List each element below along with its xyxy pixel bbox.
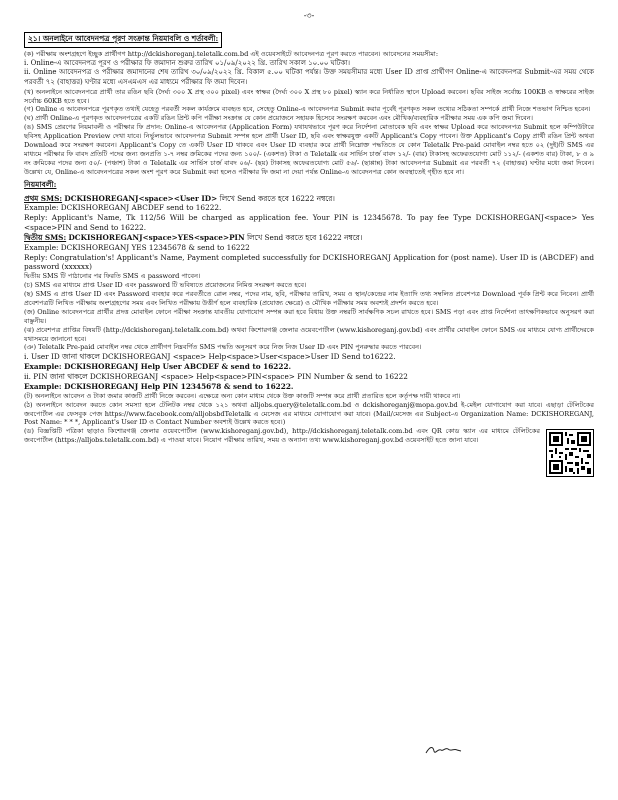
sms2-label: দ্বিতীয় SMS: — [24, 232, 67, 242]
recover-user-id: i. User ID জানা থাকলে DCKISHOREGANJ <space> Help<space>User<space>User ID Send to16222. — [24, 352, 396, 362]
recover-user-id-example: Example: DCKISHOREGANJ Help User ABCDEF & send to 16222. — [24, 362, 292, 372]
last-paragraph-row — [24, 427, 594, 477]
para-chha: (ছ) SMS এ প্রাপ্ত User ID এবং Password ব্যবহার করে পরবর্তীতে রোল নম্বর, পদের নাম, ছবি, পরীক্ষার তারিখ, সময় ও স্থান/কেন্দ্রের নাম ইত্যাদি তথ্য সম্বলিত প্রবেশপত্র Download পূর্বক প্রিন্ট করে নিবেন। প্রার্থী প্রবেশপত্রটি লিখিত পরীক্ষায় অংশগ্রহণের সময় এবং লিখিত পরীক্ষায় উত্তীর্ণ হলে ব্যবহারিক (প্রযোজ্য ক্ষেত্রে) ও মৌখিক পরীক্ষার সময় অবশ্যই প্রদর্শন করতে হবে। — [24, 290, 594, 307]
sms2-line — [24, 233, 594, 243]
sms2-reply: Reply: Congratulation's! Applicant's Name, Payment completed successfully for DCKISHOREGANJ Application for (post name). User ID is (ABCDEF) and password (xxxxxx) — [24, 252, 594, 272]
recover-pin: ii. PIN জানা থাকলে DCKISHOREGANJ <space> Help<space>PIN<space> PIN Number & send to 16222 — [24, 372, 408, 382]
page-number: -৩- — [303, 11, 315, 20]
rules-heading: নিয়মাবলী: — [24, 179, 57, 189]
qr-code-icon — [547, 430, 593, 476]
para-cha: (চ) SMS এর মাধ্যমে প্রাপ্ত User ID এবং password টি ভবিষ্যতে প্রয়োজনের নিমিত্ত সংরক্ষণ করতে হবে। — [24, 281, 307, 290]
sms1-instruction: লিখে Send করতে হবে 16222 নম্বরে। — [219, 193, 335, 203]
sms1-reply: Reply: Applicant's Name, Tk 112/56 Will be charged as application fee. Your PIN is 12345678. To pay fee Type DCKISHOREGANJ<space> Yes <space>PIN and Send to 16222. — [24, 213, 594, 233]
sms1-example: Example: DCKISHOREGANJ ABCDEF send to 16222. — [24, 203, 222, 213]
para-end-date: ii. Online আবেদনপত্র ও পরীক্ষার জমাদানের শেষ তারিখ ৩০/০৯/২০২২ খ্রি. বিকাল ৫.০০ ঘটিকা পর্যন্ত। উক্ত সময়সীমার মধ্যে User ID প্রাপ্ত প্রার্থীগণ Online-এ আবেদনপত্র Submit-এর সময় থেকে পরবর্তী ৭২ (বাহাত্তর) ঘণ্টার মধ্যে এসএমএস এর মাধ্যমে পরীক্ষার ফি জমা দিবেন। — [24, 68, 594, 87]
para-nya: (ঞ) Teletalk Pre-paid মোবাইল নম্বর থেকে প্রার্থীগণ নিম্নবর্ণিত SMS পদ্ধতি অনুসরণ করে নিজ নিজ User ID এবং PIN পুনরুদ্ধার করতে পারবেন। — [24, 343, 422, 352]
para-tha: (ঠ) অনলাইনে আবেদন করতে কোন সমস্যা হলে টেলিটক নম্বর থেকে ১২১ অথবা alljobs.query@teletalk.com.bd ও dckishoreganj@mopa.gov.bd ই-মেইল যোগাযোগ করা যাবে। এছাড়া টেলিটকের জবপোর্টাল এর ফেসবুক পেজ https://www.facebook.com/alljobsbdTeletalk এ মেসেজ এর মাধ্যমে যোগাযোগ করা যাবে। (Mail/মেসেজ এর Subject-এ Organization Name: DCKISHOREGANJ, Post Name: * * *, Applicant's User ID ও Contact Number অবশ্যই উল্লেখ করতে হবে।) — [24, 400, 594, 427]
para-da: (ড) বিজ্ঞপ্তিটি পত্রিকা ছাড়াও কিশোরগঞ্জ জেলার ওয়েবপোর্টাল (www.kishoreganj.gov.bd), http://dckishoreganj.teletalk.com.bd এবং QR কোড স্ক্যান এর মাধ্যমে টেলিটকের জবপোর্টাল (https://alljobs.teletalk.com.bd) এ পাওয়া যাবে। নিয়োগ পরীক্ষার তারিখ, সময় ও অন্যান্য তথ্য www.kishoreganj.gov.bd ওয়েবসাইট হতে জানা যাবে। — [24, 427, 540, 445]
para-umo: (ঙ) SMS প্রেরণের নিয়মাবলী ও পরীক্ষার ফি প্রদান: Online-এ আবেদনপত্র (Application Form) যথাযথভাবে পূরণ করে নির্দেশনা মোতাবেক ছবি এবং স্বাক্ষর Upload করে আবেদনপত্র Submit হলে কম্পিউটারে ছবিসহ Application Preview দেখা যাবে। নির্ভুলভাবে আবেদনপত্র Submit সম্পন্ন হলে প্রার্থী User ID, ছবি এবং স্বাক্ষরযুক্ত একটি Applicant's Copy পাবেন। উক্ত Applicant's Copy প্রার্থী রঙিন প্রিন্ট অথবা Download করে সংরক্ষণ করবেন। Applicant's Copy তে একটি User ID থাকবে এবং User ID ব্যবহার করে প্রার্থী নিম্নোক্ত পদ্ধতিতে যে কোন Teletalk Pre-paid মোবাইল নম্বর হতে ০২ (দুই)টি SMS এর মাধ্যমে পরীক্ষার ফি বাবদ প্রতিটি পদের জন্য জনপ্রতি ১-৭ নম্বর ক্রমিকের পদের জন্য ১০০/- (একশত) টাকা ও Teletalk এর সার্ভিস চার্জ বাবদ ১২/- (বার) টাকাসহ অফেরতযোগ্য মোট ১১২/- (একশত বার) টাকা, ৮ ও ৯ নং ক্রমিকের পদের জন্য ৫০/- (পঞ্চাশ) টাকা ও Teletalk এর সার্ভিস চার্জ বাবদ ০৬/- (ছয়) টাকাসহ অফেরতযোগ্য মোট ৫৬/- (ছাপ্পান্ন) টাকা আবেদনপত্র Submit এর পরবর্তী ৭২ (বাহাত্তর) ঘণ্টার মধ্যে জমা দিবেন। উল্লেখ্য যে, Online-এ আবেদনপত্রের সকল অংশ পূরণ করে Submit করা হলেও পরীক্ষার ফি জমা না দেয়া পর্যন্ত Online-এ আবেদনপত্র কোন অবস্থাতেই গৃহীত হবে না। — [24, 123, 594, 176]
sms2-example: Example: DCKISHOREGANJ YES 12345678 & send to 16222 — [24, 242, 250, 252]
sms1-line — [24, 194, 594, 204]
section-heading: ২১। অনলাইনে আবেদনপত্র পূরণ সংক্রান্ত নিয়মাবলি ও শর্তাবলী: — [24, 32, 222, 48]
sms2-instruction: লিখে Send করতে হবে 16222 নম্বরে। — [246, 232, 363, 242]
signature — [424, 742, 464, 761]
qr-code — [546, 429, 594, 477]
sms2-note: দ্বিতীয় SMS টি পাঠানোর পর ফিরতি SMS এ password পাবেন। — [24, 272, 201, 281]
para-ja: (জ) Online আবেদনপত্রে প্রার্থীর প্রদত্ত মোবাইল ফোনে পরীক্ষা সংক্রান্ত যাবতীয় যোগাযোগ সম্পন্ন করা হবে বিধায় উক্ত নম্বরটি সার্বক্ষণিক সচল রাখতে হবে। SMS পড়া এবং প্রাপ্ত নির্দেশনা তাৎক্ষণিকভাবে অনুসরণ করা বাঞ্ছনীয়। — [24, 307, 594, 325]
para-gha: (ঘ) প্রার্থী Online-এ পূরণকৃত আবেদনপত্রের একটি রঙিন প্রিন্ট কপি পরীক্ষা সংক্রান্ত যে কোন প্রয়োজনে সহায়ক হিসেবে সংরক্ষণ করবেন এবং মৌখিক/ব্যবহারিক পরীক্ষার সময় এক কপি জমা দিবেন। — [24, 114, 534, 123]
para-start-date: i. Online-এ আবেদনপত্র পূরণ ও পরীক্ষার ফি জমাদান শুরুর তারিখ ০১/০৯/২০২২ খ্রি. তারিখ সকাল ১০.০০ ঘটিকা। — [24, 58, 350, 67]
sms1-command: DCKISHOREGANJ<space><User ID> — [64, 193, 218, 203]
para-kha: (খ) অনলাইনে আবেদনপত্রে প্রার্থী তার রঙিন ছবি (দৈর্ঘ্য ৩০০ X প্রস্থ ৩০০ pixel) এবং স্বাক্ষর (দৈর্ঘ্য ৩০০ X প্রস্থ ৮০ pixel) স্ক্যান করে নির্ধারিত স্থানে Upload করবেন। ছবির সাইজ সর্বোচ্চ 100KB ও স্বাক্ষরের সাইজ সর্বোচ্চ 60KB হতে হবে। — [24, 87, 594, 105]
para-ga: (গ) Online এ আবেদনপত্রে পূরণকৃত তথ্যই যেহেতু পরবর্তী সকল কার্যক্রমে ব্যবহৃত হবে, সেহেতু Online-এ আবেদনপত্র Submit করার পূর্বেই পূরণকৃত সকল তথ্যের সঠিকতা সম্পর্কে প্রার্থী নিজে শতভাগ নিশ্চিত হবেন। — [24, 105, 591, 114]
para-ta: (ট) অনলাইনে আবেদন ও টাকা জমার কাজটি প্রার্থী নিজে করবেন। এক্ষেত্রে অন্য কোন মাধ্যম থেকে উক্ত কাজটি সম্পন্ন করে প্রার্থী প্রতারিত হলে কর্তৃপক্ষ দায়ী থাকবে না। — [24, 391, 461, 400]
para-jha: (ঝ) প্রবেশপত্র প্রাপ্তির বিষয়টি (http://dckishoreganj.teletalk.com.bd) অথবা কিশোরগঞ্জ জেলার ওয়েবপোর্টাল (www.kishoreganj.gov.bd) এবং প্রার্থীর মোবাইল ফোনে SMS এর মাধ্যমে যোগ্য প্রার্থীদেরকে যথাসময়ে জানানো হবে। — [24, 325, 594, 343]
recover-pin-example: Example: DCKISHOREGANJ Help PIN 12345678 & send to 16222. — [24, 381, 294, 391]
para-ka: (ক) পরীক্ষায় অংশগ্রহণে ইচ্ছুক প্রার্থীগণ http://dckishoreganj.teletalk.com.bd এই ওয়েবসাইটে আবেদনপত্র পূরণ করতে পারবেন। আবেদনের সময়সীমা: — [24, 50, 439, 58]
sms1-label: প্রথম SMS: — [24, 193, 63, 203]
signature-icon — [424, 743, 464, 757]
sms2-command: DCKISHOREGANJ<space>YES<space>PIN — [68, 232, 245, 242]
